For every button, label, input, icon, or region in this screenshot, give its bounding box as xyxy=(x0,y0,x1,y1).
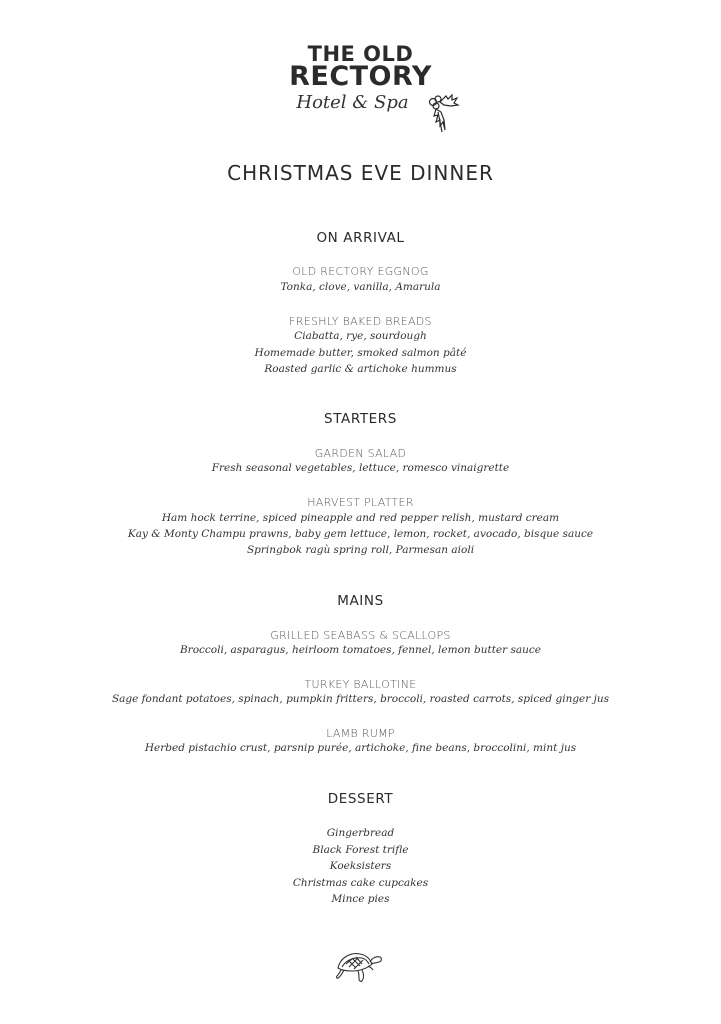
item-name: LAMB RUMP xyxy=(326,727,395,740)
item-name: GRILLED SEABASS & SCALLOPS xyxy=(270,629,451,642)
section-heading-on-arrival: ON ARRIVAL xyxy=(316,230,405,246)
item-description: Ham hock terrine, spiced pineapple and red pepper relish, mustard cream xyxy=(161,512,560,524)
dessert-item: Gingerbread xyxy=(326,827,395,839)
item-name: HARVEST PLATTER xyxy=(307,496,414,509)
item-description: Herbed pistachio crust, parsnip purée, artichoke, fine beans, broccolini, mint jus xyxy=(144,742,577,754)
logo-line-3: Hotel & Spa xyxy=(296,92,409,113)
logo-line-2: RECTORY xyxy=(289,61,432,92)
item-name: GARDEN SALAD xyxy=(314,447,407,460)
item-description: Springbok ragù spring roll, Parmesan aioli xyxy=(246,544,475,556)
item-description: Sage fondant potatoes, spinach, pumpkin fritters, broccoli, roasted carrots, spiced ginger jus xyxy=(111,693,610,705)
section-heading-dessert: DESSERT xyxy=(327,791,394,807)
menu-title: CHRISTMAS EVE DINNER xyxy=(227,161,494,185)
dessert-item: Mince pies xyxy=(331,893,390,905)
item-name: OLD RECTORY EGGNOG xyxy=(292,265,429,278)
item-name: TURKEY BALLOTINE xyxy=(304,678,417,691)
dessert-item: Koeksisters xyxy=(329,860,392,872)
item-name: FRESHLY BAKED BREADS xyxy=(289,315,432,328)
dessert-item: Black Forest trifle xyxy=(312,844,409,856)
item-description: Broccoli, asparagus, heirloom tomatoes, fennel, lemon butter sauce xyxy=(179,644,542,656)
item-description: Ciabatta, rye, sourdough xyxy=(294,330,427,342)
item-description: Fresh seasonal vegetables, lettuce, romesco vinaigrette xyxy=(211,462,510,474)
item-description: Tonka, clove, vanilla, Amarula xyxy=(280,281,441,293)
section-heading-mains: MAINS xyxy=(337,593,384,609)
holly-icon xyxy=(424,92,460,136)
turtle-icon xyxy=(334,946,384,986)
item-description: Homemade butter, smoked salmon pâté xyxy=(254,347,467,359)
item-description: Roasted garlic & artichoke hummus xyxy=(264,363,457,375)
logo-line-1: THE OLD xyxy=(307,42,414,66)
section-heading-starters: STARTERS xyxy=(324,411,397,427)
dessert-item: Christmas cake cupcakes xyxy=(292,877,429,889)
item-description: Kay & Monty Champu prawns, baby gem lettuce, lemon, rocket, avocado, bisque sauce xyxy=(127,528,594,540)
